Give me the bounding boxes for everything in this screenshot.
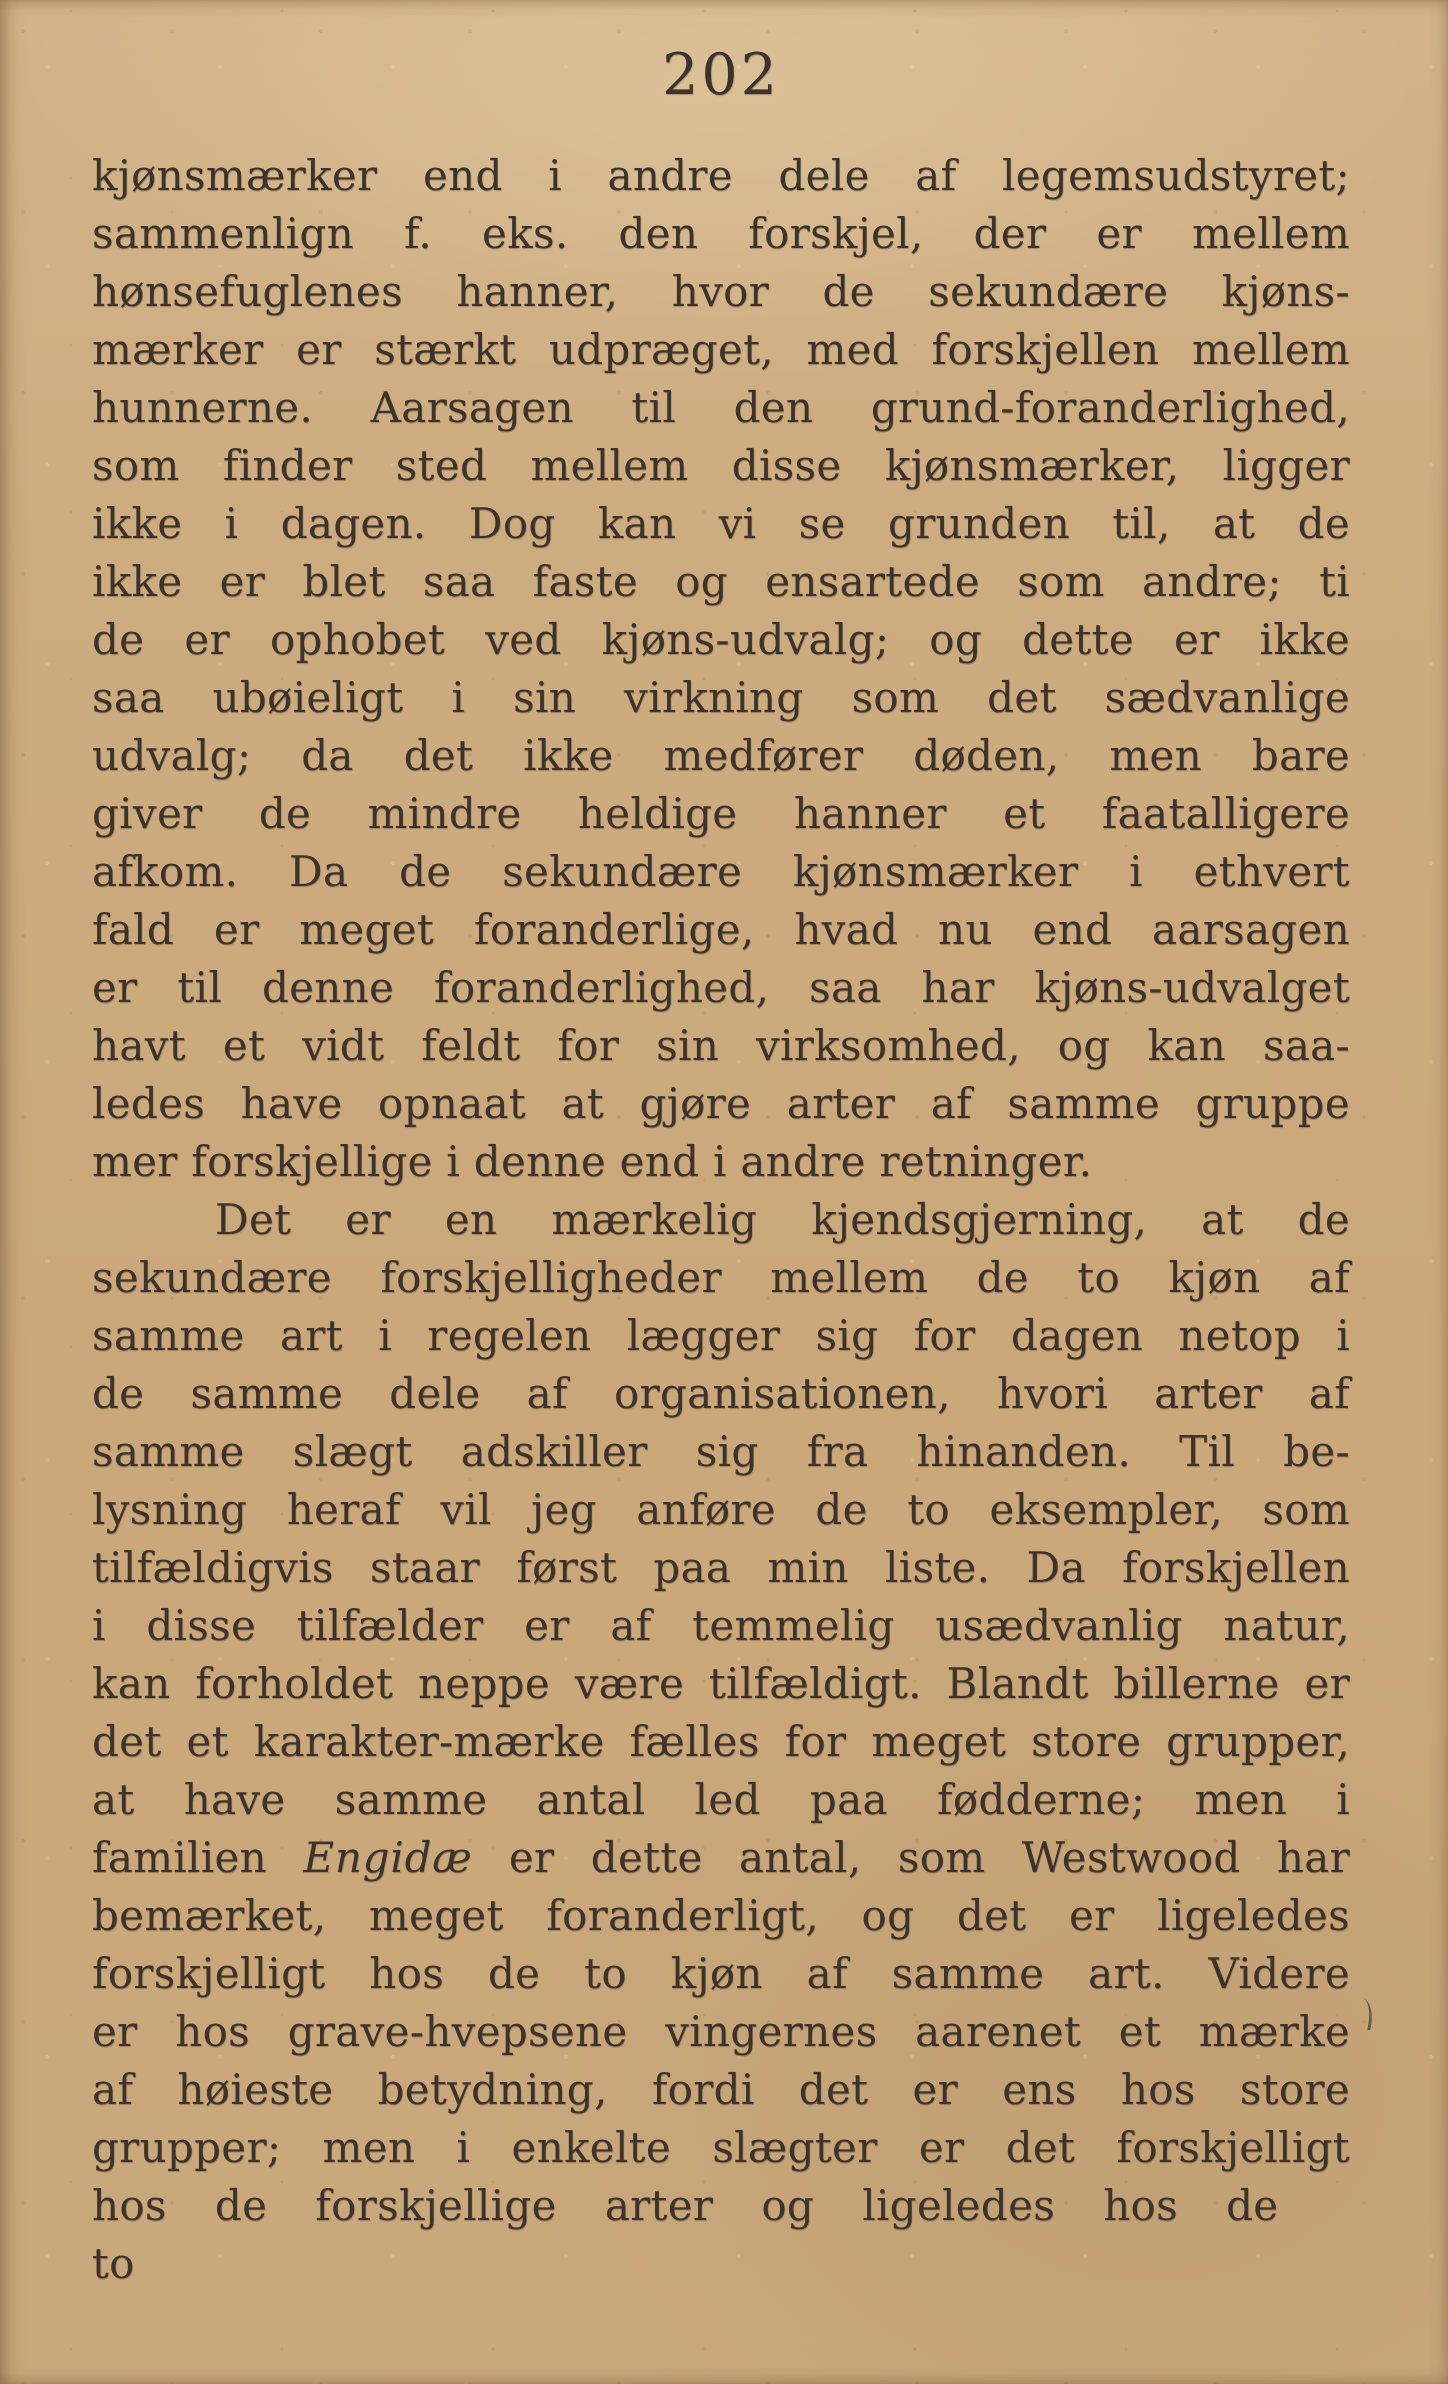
text-run: mærker er stærkt udpræget, med forskjellen mellem <box>92 325 1350 374</box>
text-line <box>92 147 1350 205</box>
text-run: hos de forskjellige arter og ligeledes hos de to <box>92 2181 1279 2288</box>
text-line <box>92 2003 1350 2061</box>
text-line <box>92 843 1350 901</box>
paragraph <box>92 147 1350 1191</box>
text-run: fald er meget foranderlige, hvad nu end aarsagen <box>92 905 1350 954</box>
text-line <box>92 495 1350 553</box>
text-run: bemærket, meget foranderligt, og det er ligeledes <box>92 1891 1350 1940</box>
text-run: sammenlign f. eks. den forskjel, der er mellem <box>92 209 1350 258</box>
text-line <box>92 1713 1350 1771</box>
text-run: hunnerne. Aarsagen til den grund-foranderlighed, <box>92 383 1350 432</box>
text-run: er dette antal, som Westwood har <box>472 1833 1350 1882</box>
text-run: er hos grave-hvepsene vingernes aarenet et mærke <box>92 2007 1350 2056</box>
text-line <box>92 611 1350 669</box>
text-run: af høieste betydning, fordi det er ens hos store <box>92 2065 1350 2114</box>
text-run: ikke er blet saa faste og ensartede som andre; ti <box>92 557 1350 606</box>
text-run: giver de mindre heldige hanner et faatalligere <box>92 789 1350 838</box>
text-run: forskjelligt hos de to kjøn af samme art. Videre <box>92 1949 1350 1998</box>
text-run: det et karakter-mærke fælles for meget store grupper, <box>92 1717 1350 1766</box>
text-line <box>92 669 1350 727</box>
text-line <box>92 2061 1350 2119</box>
text-run: er til denne foranderlighed, saa har kjøns-udvalget <box>92 963 1350 1012</box>
text-run: tilfældigvis staar først paa min liste. Da forskjellen <box>92 1543 1350 1592</box>
text-line <box>92 1829 1350 1887</box>
text-line <box>92 2177 1350 2288</box>
text-run: lysning heraf vil jeg anføre de to eksempler, som <box>92 1485 1350 1534</box>
text-line <box>92 1191 1350 1249</box>
text-run: kan forholdet neppe være tilfældigt. Blandt billerne er <box>92 1659 1350 1708</box>
text-run: afkom. Da de sekundære kjønsmærker i ethvert <box>92 847 1350 896</box>
text-line <box>92 1539 1350 1597</box>
text-run: i disse tilfælder er af temmelig usædvanlig natur, <box>92 1601 1350 1650</box>
text-run: samme art i regelen lægger sig for dagen netop i <box>92 1311 1350 1360</box>
text-line <box>92 785 1350 843</box>
text-run: ledes have opnaat at gjøre arter af samme gruppe <box>92 1079 1350 1128</box>
page-number: 202 <box>662 42 780 108</box>
paragraph <box>92 1191 1350 2288</box>
text-run: de er ophobet ved kjøns-udvalg; og dette er ikke <box>92 615 1350 664</box>
text-line <box>92 1133 1350 1191</box>
text-run: familien <box>92 1833 304 1882</box>
text-line <box>92 1365 1350 1423</box>
text-run: grupper; men i enkelte slægter er det forskjelligt <box>92 2123 1350 2172</box>
italic-text-run: Engidæ <box>303 1833 473 1882</box>
text-line <box>92 1075 1350 1133</box>
text-line <box>92 379 1350 437</box>
text-run: udvalg; da det ikke medfører døden, men bare <box>92 731 1350 780</box>
text-line <box>92 1307 1350 1365</box>
text-line <box>92 205 1350 263</box>
text-line <box>92 1249 1350 1307</box>
text-run: som finder sted mellem disse kjønsmærker, ligger <box>92 441 1350 490</box>
text-line <box>92 1597 1350 1655</box>
text-line <box>92 1771 1350 1829</box>
text-line <box>92 727 1350 785</box>
text-line <box>92 553 1350 611</box>
text-run: mer forskjellige i denne end i andre retninger. <box>92 1137 1093 1186</box>
text-block <box>92 147 1350 2288</box>
text-run: sekundære forskjelligheder mellem de to kjøn af <box>92 1253 1350 1302</box>
text-run: at have samme antal led paa fødderne; men i <box>92 1775 1350 1824</box>
text-run: ikke i dagen. Dog kan vi se grunden til, at de <box>92 499 1350 548</box>
text-line <box>92 1017 1350 1075</box>
text-line <box>92 437 1350 495</box>
text-line <box>92 959 1350 1017</box>
text-run: kjønsmærker end i andre dele af legemsudstyret; <box>92 151 1350 200</box>
text-line <box>92 901 1350 959</box>
text-run: samme slægt adskiller sig fra hinanden. Til be- <box>92 1427 1350 1476</box>
text-line <box>92 1481 1350 1539</box>
text-run: saa ubøieligt i sin virkning som det sædvanlige <box>92 673 1350 722</box>
text-run: de samme dele af organisationen, hvori arter af <box>92 1369 1350 1418</box>
text-line <box>92 1655 1350 1713</box>
text-line <box>92 321 1350 379</box>
text-run: havt et vidt feldt for sin virksomhed, og kan saa- <box>92 1021 1350 1070</box>
text-run: Det er en mærkelig kjendsgjerning, at de <box>215 1195 1350 1244</box>
text-line <box>92 263 1350 321</box>
text-line <box>92 1945 1350 2003</box>
text-run: hønsefuglenes hanner, hvor de sekundære kjøns- <box>92 267 1350 316</box>
text-line <box>92 2119 1350 2177</box>
text-line <box>92 1887 1350 1945</box>
stray-pen-mark <box>1355 1998 1378 2031</box>
text-line <box>92 1423 1350 1481</box>
